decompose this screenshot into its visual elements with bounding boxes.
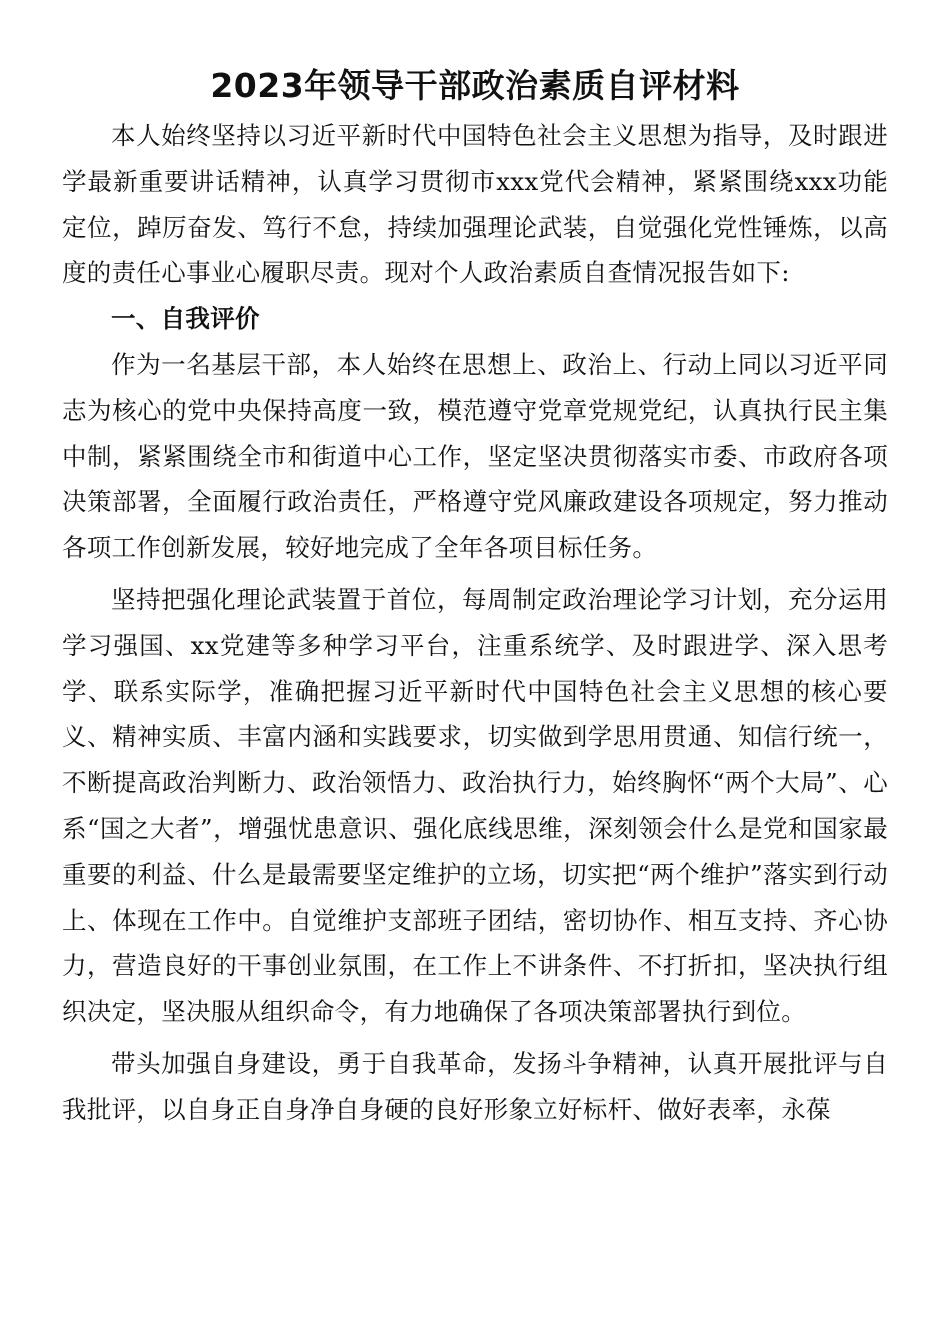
document-body bbox=[62, 113, 888, 1133]
document-title: 2023年领导干部政治素质自评材料 bbox=[210, 66, 740, 105]
body-paragraph: 带头加强自身建设，勇于自我革命，发扬斗争精神，认真开展批评与自我批评，以自身正自身净自身硬的良好形象立好标杆、做好表率，永葆 bbox=[62, 1048, 888, 1124]
body-paragraph: 作为一名基层干部，本人始终在思想上、政治上、行动上同以习近平同志为核心的党中央保持高度一致，模范遵守党章党规党纪，认真执行民主集中制，紧紧围绕全市和街道中心工作，坚定坚决贯彻落实市委、市政府各项决策部署，全面履行政治责任，严格遵守党风廉政建设各项规定，努力推动各项工作创新发展，较好地完成了全年各项目标任务。 bbox=[62, 349, 888, 563]
intro-paragraph: 本人始终坚持以习近平新时代中国特色社会主义思想为指导，及时跟进学最新重要讲话精神，认真学习贯彻市xxx党代会精神，紧紧围绕xxx功能定位，踔厉奋发、笃行不怠，持续加强理论武装，自觉强化党性锤炼，以高度的责任心事业心履职尽责。现对个人政治素质自查情况报告如下: bbox=[62, 121, 888, 288]
body-paragraph: 坚持把强化理论武装置于首位，每周制定政治理论学习计划，充分运用学习强国、xx党建等多种学习平台，注重系统学、及时跟进学、深入思考学、联系实际学，准确把握习近平新时代中国特色社会主义思想的核心要义、精神实质、丰富内涵和实践要求，切实做到学思用贯通、知信行统一，不断提高政治判断力、政治领悟力、政治执行力，始终胸怀“两个大局”、心系“国之大者”，增强忧患意识、强化底线思维，深刻领会什么是党和国家最重要的利益、什么是最需要坚定维护的立场，切实把“两个维护”落实到行动上、体现在工作中。自觉维护支部班子团结，密切协作、相互支持、齐心协力，营造良好的干事创业氛围，在工作上不讲条件、不打折扣，坚决执行组织决定，坚决服从组织命令，有力地确保了各项决策部署执行到位。 bbox=[62, 584, 888, 1027]
section-heading: 一、自我评价 bbox=[111, 304, 260, 334]
